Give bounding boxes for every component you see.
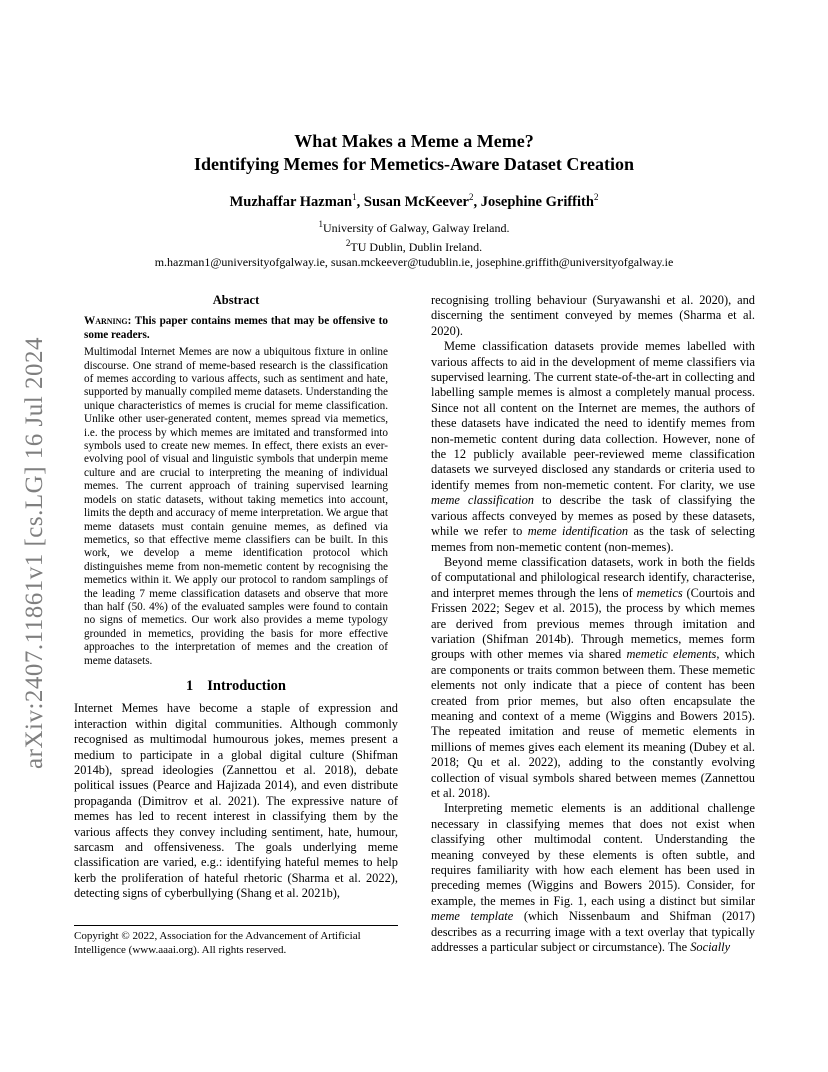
intro-paragraph-3: [431, 555, 755, 802]
author-separator: ,: [473, 193, 481, 210]
affiliation-2: [0, 236, 828, 255]
affiliation-mark: 1: [318, 218, 323, 229]
author-list: [0, 192, 828, 211]
footnote-rule: [74, 925, 398, 926]
warning-label: Warning: [84, 315, 128, 328]
section-heading-introduction: [74, 679, 398, 694]
paper-title: [0, 130, 828, 176]
affiliation-1: [0, 217, 828, 236]
author-emails: m.hazman1@universityofgalway.ie, susan.mckeever@tudublin.ie, josephine.griffith@universityofgalway.ie: [154, 254, 674, 269]
right-column: [431, 293, 755, 955]
emphasis-term: meme identification: [527, 524, 629, 539]
abstract-body: Multimodal Internet Memes are now a ubiquitous fixture in online discourse. One strand of meme-based research is the classification of memes according to various affects, such as sentiment and hate, supported by manually compiled meme datasets. Understanding the unique characteristics of memes is crucial for meme classification. Unlike other user-generated content, memes spread via memetics, i.e. the process by which memes are imitated and transformed into symbols used to create new memes. In effect, there exists an ever-evolving pool of visual and linguistic symbols that underpin meme culture and are crucial to interpreting the meaning of individual memes. The current approach of training supervised learning models on static datasets, without taking memetics into account, limits the depth and accuracy of meme interpretation. We argue that meme datasets must contain genuine memes, as defined via memetics, so that effective meme classifiers can be built. In this work, we develop a meme identification protocol which distinguishes meme from non-memetic content by recognising the memetics within it. We apply our protocol to random samplings of the leading 7 meme classification datasets and observe that more than half (50. 4%) of the evaluated samples were found to contain no signs of memetics. Our work also provides a meme typology grounded in memetics, providing the basis for more effective approaches to the interpretation of memes and the creation of meme datasets.: [84, 346, 388, 667]
author-name: Muzhaffar Hazman: [229, 193, 353, 210]
intro-paragraph-1-continued: recognising trolling behaviour (Suryawanshi et al. 2020), and discerning the sentiment conveyed by memes (Sharma et al. 2020).: [431, 293, 755, 338]
author-affil-mark: 2: [469, 192, 474, 202]
affiliations: [0, 217, 828, 270]
title-line-1: What Makes a Meme a Meme?: [294, 131, 534, 151]
text-run: Meme classification datasets provide memes labelled with various affects to aid in the development of meme classifiers via supervised learning. The current state-of-the-art in collecting and labelling sample memes is almost a completely manual process. Since not all content on the Internet are memes, the authors of these datasets have indicated the need to identify memes from non-memetic content during data collection. However, none of the 12 publicly available peer-reviewed meme classification datasets we surveyed disclosed any standards or criteria used to identify memes from non-memetic content. For clarity, we use: [431, 339, 755, 492]
text-run: Interpreting memetic elements is an additional challenge necessary in classifying memes that does not exist when classifying other multimodal content. Understanding the meaning conveyed by these elements is often subtle, and requires familiarity with how each element has been used in preceding memes (Wiggins and Bowers 2015). Consider, for example, the memes in Fig. 1, each using a distinct but similar: [431, 801, 755, 908]
warning-text: : This paper contains memes that may be offensive to some readers.: [84, 315, 388, 341]
copyright-footnote: [74, 925, 398, 957]
title-line-2: Identifying Memes for Memetics-Aware Dataset Creation: [193, 154, 635, 174]
text-run: as the task of selecting memes from non-memetic content (non-memes).: [431, 524, 755, 554]
arxiv-sidebar-stamp: [10, 337, 60, 769]
author-affil-mark: 2: [593, 192, 599, 202]
text-run: (which Nissenbaum and Shifman (2017) describes as a recurring image with a text overlay that typically addresses a particular subject or circumstance). The: [431, 909, 755, 955]
emphasis-term: meme template: [431, 909, 514, 924]
emphasis-term: meme classification: [431, 493, 534, 508]
text-run: (Courtois and Frissen 2022; Segev et al. 2015), the process by which memes are derived from previous memes through imitation and variation (Shifman 2014b). Through memetics, memes form groups with other memes via shared: [431, 585, 755, 662]
copyright-text: Copyright © 2022, Association for the Advancement of Artificial Intelligence (www.aaai.org). All rights reserved.: [74, 930, 361, 956]
abstract: [74, 315, 398, 668]
arxiv-identifier: arXiv:2407.11861v1 [cs.LG] 16 Jul 2024: [21, 337, 48, 769]
left-column: [74, 293, 398, 902]
abstract-heading: Abstract: [212, 293, 260, 307]
section-number: 1: [186, 677, 194, 694]
intro-paragraph-1: Internet Memes have become a staple of expression and interaction within digital communities. Although commonly recognised as multimodal humourous jokes, memes present a medium to participate in a global digital culture (Shifman 2014b), spread ideologies (Zannettou et al. 2018), debate political issues (Pearce and Hajizada 2014), and even distribute propaganda (Dimitrov et al. 2021). The expressive nature of memes has led to recent interest in classifying them by the various affects they convey including sentiment, hate, humour, sarcasm and offensiveness. The goals underlying meme classification are varied, e.g.: identifying hateful memes to help kerb the proliferation of hateful rhetoric (Sharma et al. 2022), detecting signs of cyberbullying (Shang et al. 2021b),: [74, 701, 398, 901]
content-warning: [84, 315, 388, 342]
author-separator: ,: [356, 193, 364, 210]
author-name: Susan McKeever: [363, 193, 469, 210]
text-run: Beyond meme classification datasets, work in both the fields of computational and philological research identify, characterise, and interpret memes through the lens of: [431, 554, 755, 600]
intro-paragraph-4: [431, 801, 755, 955]
section-title: Introduction: [207, 677, 286, 694]
author-affil-mark: 1: [352, 192, 357, 202]
paper-header: [0, 130, 828, 270]
text-run: , which are components or traits common between them. These memetic elements not only indicate that a piece of content has been created from prior memes, but also often encapsulate the meaning and context of a meme (Wiggins and Bowers 2015). The repeated imitation and reuse of memetic elements in millions of memes gives each element its meaning (Dubey et al. 2018; Qu et al. 2022), adding to the constantly evolving collection of visual symbols shared between memes (Zannettou et al. 2018).: [431, 647, 755, 800]
affiliation-text: TU Dublin, Dublin Ireland.: [350, 239, 483, 254]
emphasis-term: memetic elements: [626, 647, 717, 662]
author-name: Josephine Griffith: [480, 193, 594, 210]
emphasis-term: memetics: [636, 585, 683, 600]
affiliation-text: University of Galway, Galway Ireland.: [323, 220, 510, 235]
emphasis-term: Socially: [690, 940, 731, 955]
intro-paragraph-2: [431, 339, 755, 555]
text-run: to describe the task of classifying the various affects conveyed by memes as posed by these datasets, while we refer to: [431, 493, 756, 539]
affiliation-mark: 2: [345, 237, 351, 248]
